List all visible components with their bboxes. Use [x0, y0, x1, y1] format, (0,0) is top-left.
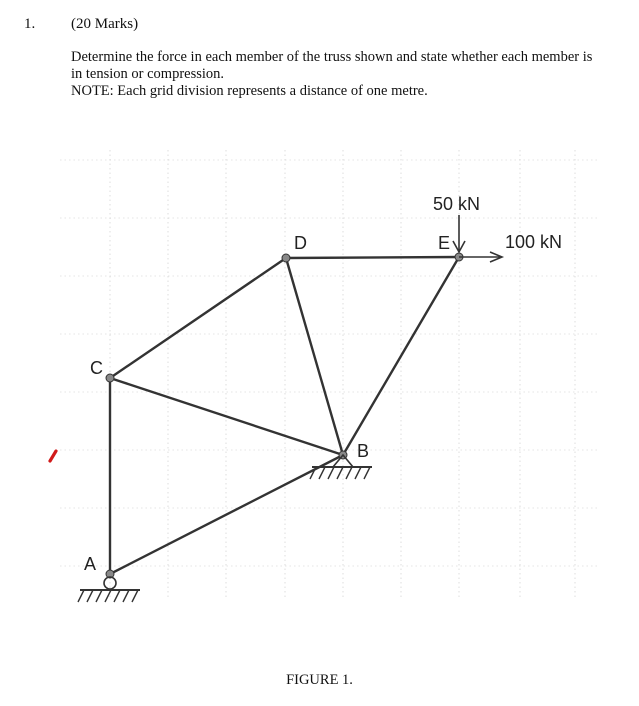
- label-A: A: [84, 554, 97, 574]
- question-marks: (20 Marks): [71, 16, 139, 32]
- member-CB: [110, 378, 343, 455]
- figure-caption: FIGURE 1.: [286, 672, 353, 688]
- question-line-2: in tension or compression.: [71, 66, 225, 82]
- label-E: E: [438, 233, 451, 253]
- load-arrow-horizontal: [459, 252, 502, 262]
- load-arrow-vertical: [453, 215, 465, 252]
- question-number: 1.: [24, 16, 36, 32]
- member-DB: [286, 258, 343, 455]
- label-C: C: [90, 358, 103, 378]
- question-note: NOTE: Each grid division represents a distance of one metre.: [71, 83, 428, 99]
- joint-C: [106, 374, 114, 382]
- label-B: B: [357, 441, 370, 461]
- member-CD: [110, 258, 286, 378]
- pen-mark: [50, 451, 56, 461]
- roller-support-A: [78, 570, 140, 602]
- load-label-horizontal: 100 kN: [505, 232, 563, 252]
- joint-D: [282, 254, 290, 262]
- label-D: D: [294, 233, 307, 253]
- member-AB: [110, 455, 343, 574]
- grid: [60, 150, 600, 600]
- member-DE: [286, 257, 459, 258]
- load-label-vertical: 50 kN: [433, 194, 481, 214]
- question-line-1: Determine the force in each member of the truss shown and state whether each member is: [71, 49, 593, 65]
